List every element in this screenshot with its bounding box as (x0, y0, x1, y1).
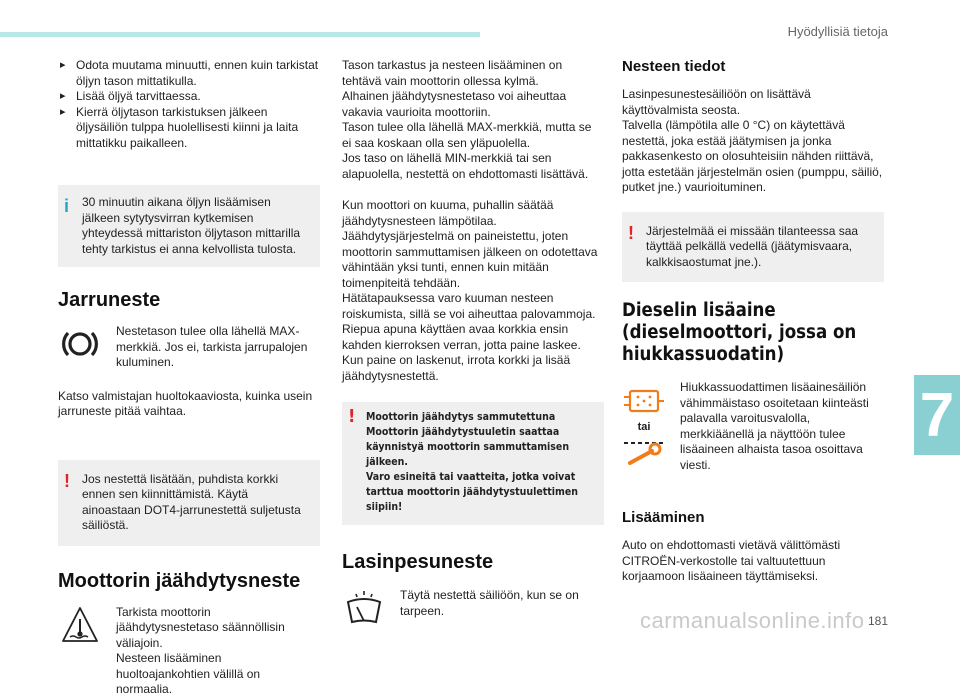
particle-filter-icon (622, 387, 666, 417)
paragraph: Alhainen jäähdytysnestetaso voi aiheuttaa vakavia vaurioita moottoriin. (342, 89, 567, 119)
fan-warning-box (342, 402, 604, 525)
header-bar (0, 32, 480, 37)
service-wrench-icon (622, 437, 666, 467)
list-item: ▸ Lisää öljyä tarvittaessa. (58, 89, 320, 105)
warning-icon: ! (64, 470, 70, 491)
refill-heading: Lisääminen (622, 509, 705, 526)
brake-replacement-text: Katso valmistajan huoltokaaviosta, kuinka usein jarruneste pitää vaihtaa. (58, 388, 313, 418)
warning-title: Moottorin jäähdytys sammutettuna (366, 411, 556, 423)
column-1 (58, 58, 320, 698)
section-title: Hyödyllisiä tietoja (787, 24, 888, 39)
paragraph: Kun moottori on kuuma, puhallin säätää jäähdytysnesteen lämpötilaa. (342, 198, 554, 228)
coolant-text: Nesteen lisääminen huoltoajankohtien välillä on normaalia. (116, 651, 261, 696)
diesel-additive-row (622, 380, 884, 473)
washer-fill-row (342, 588, 604, 628)
chapter-tab: 7 (914, 375, 960, 455)
coolant-heading: Moottorin jäähdytysneste (58, 569, 301, 592)
page-number: 181 (867, 614, 888, 628)
coolant-level-text-block (116, 605, 316, 698)
refill-text: Auto on ehdottomasti vietävä välittömästi CITROËN-verkostolle tai valtuutettuun korjaamoon lisäaineen täyttämiseksi. (622, 538, 841, 583)
paragraph: Jäähdytysjärjestelmä on paineistettu, joten moottorin sammuttamisen jälkeen on odotettava vähintään yksi tunti, ennen kuin mitään toimenpiteitä tehdään. (342, 229, 598, 290)
coolant-text: Tarkista moottorin jäähdytysnestetaso säännöllisin väliajoin. (116, 604, 285, 650)
warning-text: Moottorin jäähdytystuuletin saattaa käynnistyä moottorin sammuttamisen jälkeen. (366, 426, 570, 468)
watermark: carmanualsonline.info (640, 608, 865, 633)
warning-icon: ! (348, 406, 356, 427)
oil-check-steps (58, 58, 320, 151)
coolant-temperature-icon (58, 605, 102, 698)
water-warning-box (622, 212, 884, 283)
diesel-additive-heading: Dieselin lisäaine (dieselmoottori, jossa on hiukkassuodatin) (622, 300, 857, 365)
brake-level-row (58, 324, 320, 371)
paragraph: Tason tulee olla lähellä MAX-merkkiä, mutta se ei saa koskaan olla sen yläpuolella. (342, 120, 592, 150)
brake-level-text: Nestetason tulee olla lähellä MAX-merkkiä. Jos ei, tarkista jarrupalojen kuluminen. (116, 324, 308, 369)
diesel-icons (622, 380, 666, 473)
info-icon: i (64, 196, 70, 216)
washer-fluid-heading: Lasinpesuneste (342, 551, 494, 573)
brake-warning-text: Jos nestettä lisätään, puhdista korkki ennen sen kiinnittämistä. Käytä ainoastaan DOT4-jarrunestettä suljetusta säiliöstä. (82, 471, 301, 532)
column-3 (622, 58, 884, 585)
fluid-specs-heading: Nesteen tiedot (622, 58, 726, 75)
list-item: ▸ Kierrä öljytason tarkistuksen jälkeen öljysäiliön tulppa huolellisesti kiinni ja laita mittatikku paikalleen. (58, 105, 320, 152)
paragraph: Tason tarkastus ja nesteen lisääminen on tehtävä vain moottorin ollessa kylmä. (342, 58, 563, 88)
brake-warning-icon (58, 324, 102, 371)
brake-fluid-heading: Jarruneste (58, 289, 161, 311)
coolant-level-row (58, 605, 320, 698)
or-label: tai (637, 420, 651, 433)
brake-warning-box (58, 460, 320, 546)
paragraph: Lasinpesunestesäiliöön on lisättävä käyttövalmista seosta. (622, 87, 811, 117)
paragraph: Jos taso on lähellä MIN-merkkiä tai sen alapuolella, nestettä on ehdottomasti lisättävä. (342, 151, 589, 181)
warning-icon: ! (628, 222, 634, 243)
warning-text: Varo esineitä tai vaatteita, jotka voivat tarttua moottorin jäähdytystuulettimen siipiin! (366, 471, 579, 513)
info-text: 30 minuutin aikana öljyn lisäämisen jälkeen sytytysvirran kytkemisen yhteydessä mittariston öljytason mittarilla tehty tarkistus ei anna kelvollista tulosta. (82, 195, 301, 256)
column-2 (342, 58, 604, 628)
list-item: ▸ Odota muutama minuutti, ennen kuin tarkistat öljyn tason mittatikulla. (58, 58, 320, 89)
warning-text: Järjestelmää ei missään tilanteessa saa täyttää pelkällä vedellä (jäätymisvaara, kalkkisaostumat jne.). (646, 223, 859, 269)
diesel-additive-text: Hiukkassuodattimen lisäainesäiliön vähimmäistaso osoitetaan kiinteästi palavalla varoitusvalolla, merkkiäänellä ja näyttöön tulee lisäaineen alhaista tasoa osoittava viesti. (680, 380, 869, 472)
washer-fill-text: Täytä nestettä säiliöön, kun se on tarpeen. (400, 588, 579, 618)
paragraph: Talvella (lämpötila alle 0 °C) on käytettävä nestettä, joka estää jäätymisen ja jonka pakkasenkesto on olosuhteisiin nähden riittävä, jotta estetään järjestelmän osien (pumppu, säiliö, putket jne.) vaurioituminen. (622, 118, 883, 194)
paragraph: Hätätapauksessa varo kuuman nesteen roiskumista, sillä se voi aiheuttaa palovammoja. Riepua apuna käyttäen avaa korkkia ensin kahden kierroksen verran, jotta paine laskee. Kun paine on laskenut, irrota korkki ja lisää jäähdytysnestettä. (342, 291, 596, 383)
info-box (58, 185, 320, 267)
windscreen-washer-icon (342, 588, 386, 628)
